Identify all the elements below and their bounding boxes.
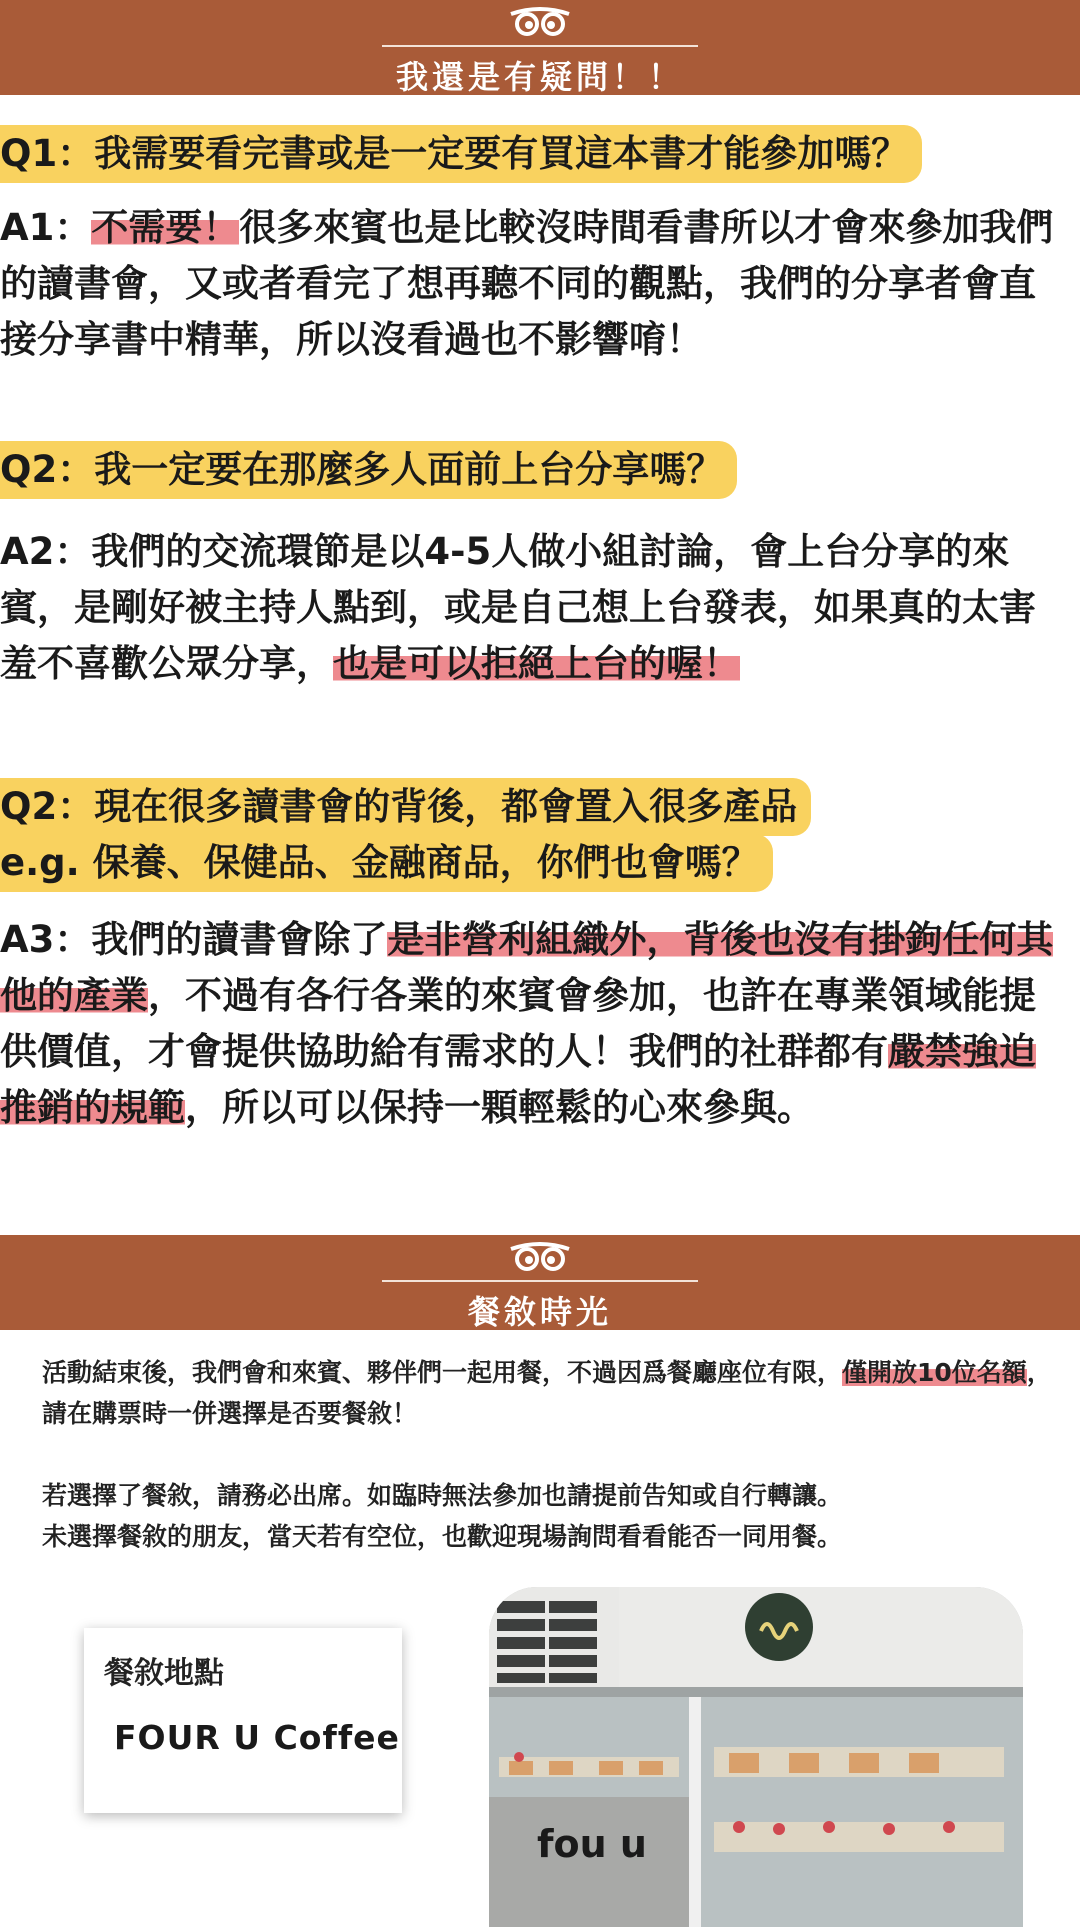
- header-divider: [382, 1280, 698, 1282]
- faq-question-3-line-2: e.g. 保養、保健品、金融商品，你們也會嗎？: [0, 834, 773, 892]
- cafe-photo: [489, 1587, 1023, 1927]
- answer-highlight: 也是可以拒絕上台的喔！: [333, 642, 740, 685]
- answer-text: A3：我們的讀書會除了: [0, 918, 388, 961]
- faq-question-3-line-1: Q2：現在很多讀書會的背後，都會置入很多產品: [0, 778, 811, 836]
- answer-highlight: 嚴禁強迫推銷的規範: [0, 1030, 1036, 1129]
- dining-paragraph-1: [42, 1352, 1052, 1434]
- cafe-sign-text: fou u: [537, 1822, 647, 1866]
- answer-text: ，所以可以保持一顆輕鬆的心來參與。: [185, 1086, 814, 1129]
- faq-answer-3: [0, 912, 1070, 1136]
- location-label: 餐敘地點: [104, 1656, 224, 1691]
- cafe-photo-illustration: [489, 1587, 1023, 1927]
- owl-eyes-icon: [507, 1241, 573, 1277]
- location-name: FOUR U Coffee: [114, 1718, 400, 1757]
- answer-text: ，不過有各行各業的來賓會參加，也許在專業領域能提供價值，才會提供協助給有需求的人！我們的社群都有: [0, 974, 1036, 1073]
- answer-text: A2：我們的交流環節是以4-5人做小組討論，會上台分享的來賓，是剛好被主持人點到，或是自己想上台發表，如果真的太害羞不喜歡公眾分享，: [0, 530, 1036, 685]
- dining-text: ，請在購票時一併選擇是否要餐敘！: [42, 1358, 1052, 1428]
- answer-prefix: A1：: [0, 206, 92, 249]
- owl-eyes-icon: [507, 6, 573, 42]
- header-divider: [382, 45, 698, 47]
- dining-paragraph-2: [42, 1475, 1052, 1557]
- dining-location-card: [84, 1628, 402, 1813]
- dining-header-banner: [0, 1235, 1080, 1330]
- dining-text: 若選擇了餐敘，請務必出席。如臨時無法參加也請提前告知或自行轉讓。: [42, 1481, 843, 1510]
- faq-answer-2: [0, 524, 1070, 692]
- faq-header-title: 我還是有疑問！！: [395, 58, 684, 96]
- faq-question-1: Q1：我需要看完書或是一定要有買這本書才能參加嗎？: [0, 125, 922, 183]
- dining-text: 活動結束後，我們會和來賓、夥伴們一起用餐，不過因爲餐廳座位有限，: [42, 1358, 843, 1387]
- faq-answer-1: [0, 200, 1070, 368]
- answer-text: 很多來賓也是比較沒時間看書所以才會來參加我們的讀書會，又或者看完了想再聽不同的觀點，我們的分享者會直接分享書中精華，所以沒看過也不影響唷！: [0, 206, 1054, 361]
- seat-limit-highlight: 僅開放10位名額: [842, 1358, 1027, 1387]
- dining-header-title: 餐敘時光: [467, 1293, 612, 1331]
- faq-header-banner: [0, 0, 1080, 95]
- dining-text: 未選擇餐敘的朋友，當天若有空位，也歡迎現場詢問看看能否一同用餐。: [42, 1522, 843, 1551]
- faq-question-2: Q2：我一定要在那麼多人面前上台分享嗎？: [0, 441, 737, 499]
- answer-highlight: 不需要！: [91, 206, 240, 249]
- answer-highlight: 是非營利組織外，背後也沒有掛鉤任何其他的產業: [0, 918, 1054, 1017]
